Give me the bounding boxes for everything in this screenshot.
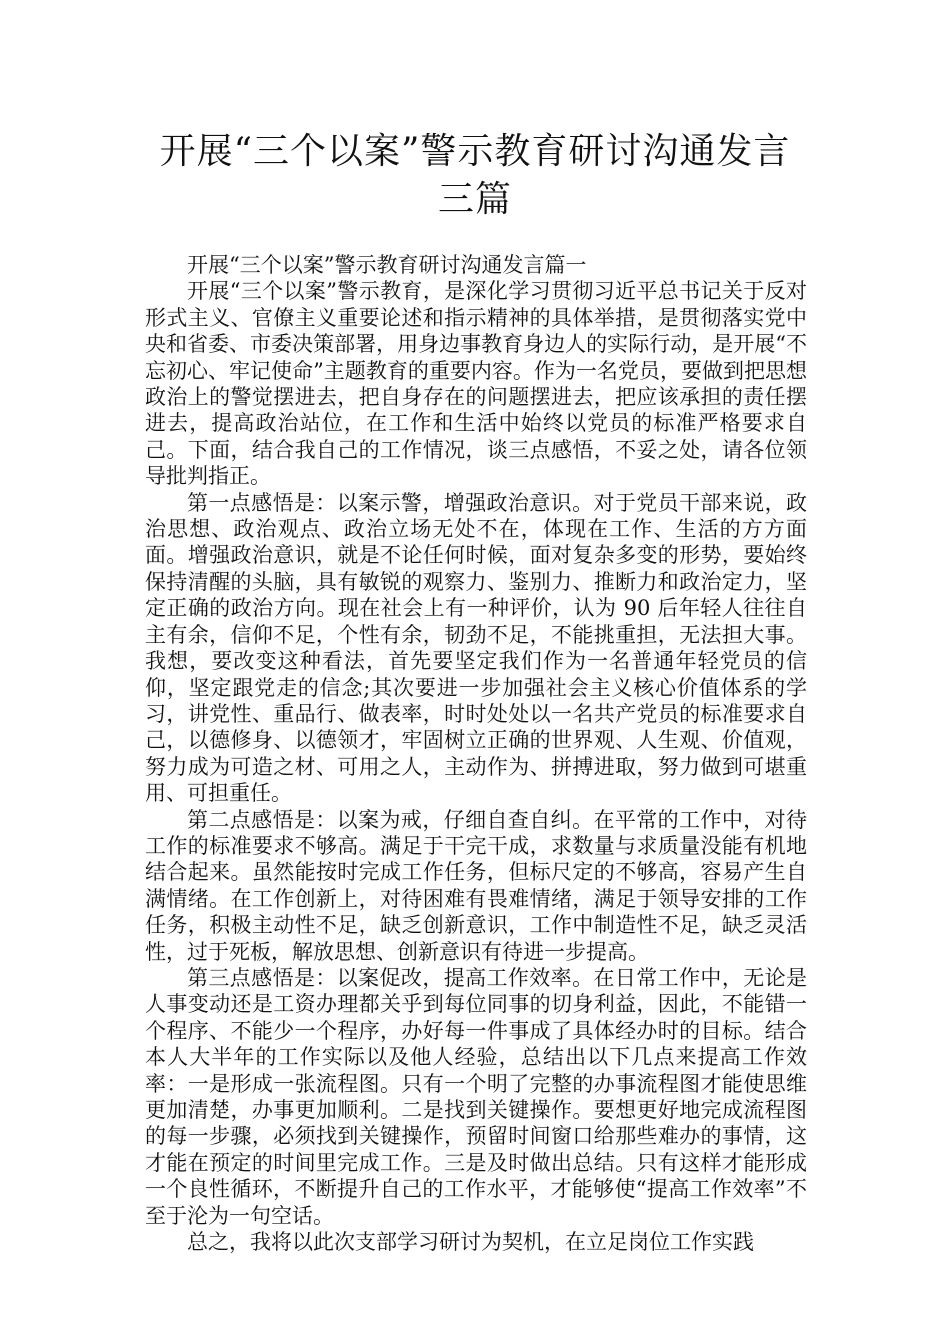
title-line-1: 开展“三个以案”警示教育研讨沟通发言 [159, 131, 791, 172]
paragraph-insight-1: 第一点感悟是：以案示警，增强政治意识。对于党员干部来说，政治思想、政治观点、政治立场无处不在，体现在工作、生活的方方面面。增强政治意识，就是不论任何时候，面对复杂多变的形势，要始终保持清醒的头脑，具有敏锐的观察力、鉴别力、推断力和政治定力，坚定正确的政治方向。现在社会上有一种评价，认为 90 后年轻人往往自主有余，信仰不足，个性有余，韧劲不足，不能挑重担，无法担大事。我想，要改变这种看法，首先要坚定我们作为一名普通年轻党员的信仰，坚定跟党走的信念;其次要进一步加强社会主义核心价值体系的学习，讲党性、重品行、做表率，时时处处以一名共产党员的标准要求自己，以德修身、以德领才，牢固树立正确的世界观、人生观、价值观，努力成为可造之材、可用之人，主动作为、拼搏进取，努力做到可堪重用、可担重任。 [145, 490, 807, 806]
section-heading: 开展“三个以案”警示教育研讨沟通发言篇一 [187, 253, 587, 277]
document-title [140, 128, 810, 224]
paragraph-insight-2: 第二点感悟是：以案为戒，仔细自查自纠。在平常的工作中，对待工作的标准要求不够高。满足于干完干成，求数量与求质量没能有机地结合起来。虽然能按时完成工作任务，但标尺定的不够高，容易产生自满情绪。在工作创新上，对待困难有畏难情绪，满足于领导安排的工作任务，积极主动性不足，缺乏创新意识，工作中制造性不足，缺乏灵活性，过于死板，解放思想、创新意识有待进一步提高。 [145, 807, 807, 964]
document-body [145, 252, 807, 1255]
paragraph-insight-3: 第三点感悟是：以案促改，提高工作效率。在日常工作中，无论是人事变动还是工资办理都关乎到每位同事的切身利益，因此，不能错一个程序、不能少一个程序，办好每一件事成了具体经办时的目标。结合本人大半年的工作实际以及他人经验，总结出以下几点来提高工作效率：一是形成一张流程图。只有一个明了完整的办事流程图才能使思维更加清楚，办事更加顺利。二是找到关键操作。要想更好地完成流程图的每一步骤，必须找到关键操作，预留时间窗口给那些难办的事情，这才能在预定的时间里完成工作。三是及时做出总结。只有这样才能形成一个良性循环，不断提升自己的工作水平，才能够使“提高工作效率”不至于沦为一句空话。 [145, 965, 807, 1228]
title-line-2: 三篇 [437, 179, 512, 220]
paragraph-intro: 开展“三个以案”警示教育，是深化学习贯彻习近平总书记关于反对形式主义、官僚主义重要论述和指示精神的具体举措，是贯彻落实党中央和省委、市委决策部署，用身边事教育身边人的实际行动，是开展“不忘初心、牢记使命”主题教育的重要内容。作为一名党员，要做到把思想政治上的警觉摆进去，把自身存在的问题摆进去，把应该承担的责任摆进去，提高政治站位，在工作和生活中始终以党员的标准严格要求自己。下面，结合我自己的工作情况，谈三点感悟，不妥之处，请各位领导批判指正。 [145, 279, 807, 489]
paragraph-conclusion: 总之，我将以此次支部学习研讨为契机，在立足岗位工作实践 [187, 1230, 754, 1255]
